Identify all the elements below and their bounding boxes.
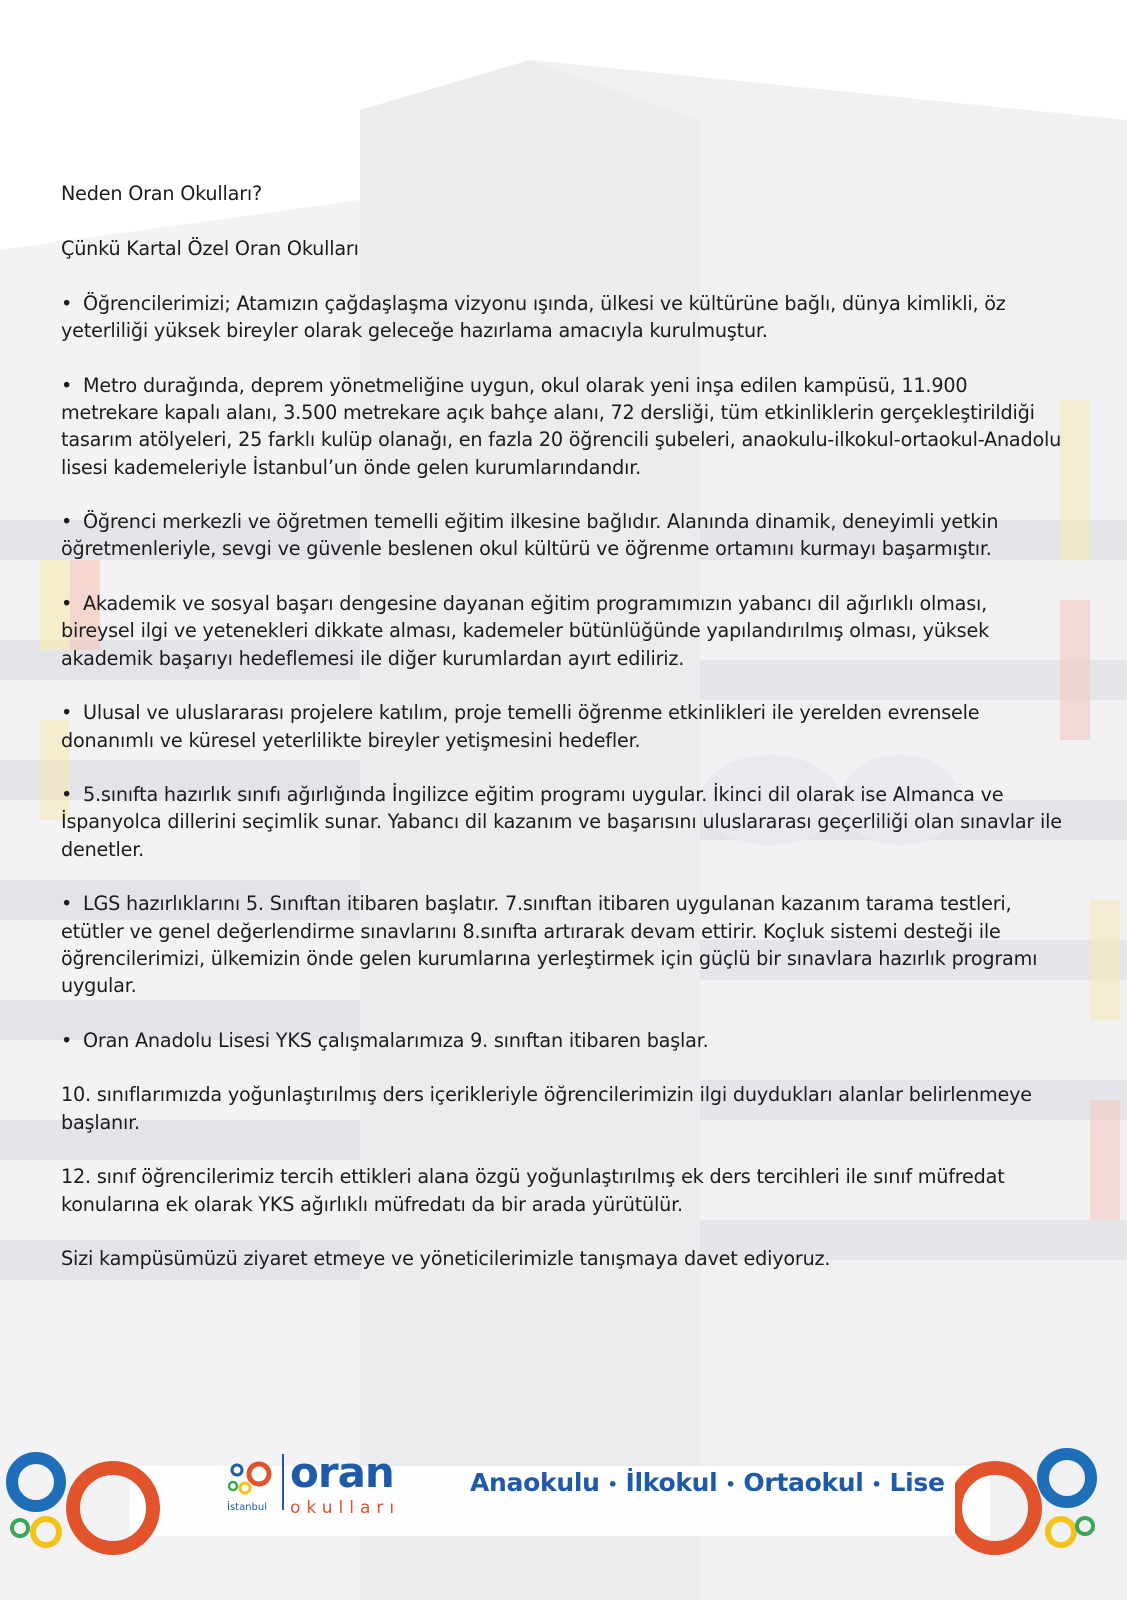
list-item — [61, 699, 1066, 754]
list-item-text: Ulusal ve uluslararası projelere katılım, proje temelli öğrenme etkinlikleri ile yerelden evrensele donanımlı ve küresel yeterlilikte bireyler yetişmesini hedefler. — [61, 701, 980, 752]
bullet-icon: • — [61, 291, 73, 315]
bullet-icon: • — [61, 701, 73, 725]
list-item — [61, 290, 1066, 345]
list-item-text: Öğrencilerimizi; Atamızın çağdaşlaşma vizyonu ışında, ülkesi ve kültürüne bağlı, dünya kimlikli, öz yeterliliği yüksek bireyler olarak geleceğe hazırlama amacıyla kurulmuştur. — [61, 291, 1006, 343]
logo-wordmark: oran — [290, 1448, 394, 1497]
list-item — [61, 372, 1066, 481]
list-item-text: 5.sınıfta hazırlık sınıfı ağırlığında İngilizce eğitim programı uygular. İkinci dil olarak ise Almanca ve İspanyolca dillerini seçimlik sunar. Yabancı dil kazanım ve başarısını uluslararası geçerliliği olan sınavlar ile denetler. — [61, 783, 1062, 861]
footer-banner — [0, 1440, 1127, 1600]
paragraph: Sizi kampüsümüzü ziyaret etmeye ve yöneticilerimizle tanışmaya davet ediyoruz. — [61, 1247, 831, 1271]
logo-subtitle: okulları — [290, 1498, 401, 1518]
list-item-text: Öğrenci merkezli ve öğretmen temelli eğitim ilkesine bağlıdır. Alanında dinamik, deneyimli yetkin öğretmenleriyle, sevgi ve güvenle beslenen okul kültürü ve öğrenme ortamını kurmayı başarmıştır. — [61, 510, 999, 561]
level-ortaokul: Ortaokul — [743, 1468, 864, 1497]
bullet-icon: • — [61, 373, 73, 397]
list-item — [61, 781, 1066, 863]
document-subtitle: Çünkü Kartal Özel Oran Okulları — [61, 236, 359, 260]
school-levels — [470, 1468, 945, 1497]
list-item-text: Oran Anadolu Lisesi YKS çalışmalarımıza 9. sınıftan itibaren başlar. — [83, 1028, 709, 1052]
list-item-text: Akademik ve sosyal başarı dengesine dayanan eğitim programımızın yabancı dil ağırlıklı olması, bireysel ilgi ve yetenekleri dikkate alması, kademeler bütünlüğünde yapılandırılmış olması, yüksek akademik başarıyı hedeflemesi ile diğer kurumlardan ayırt ediliriz. — [61, 592, 989, 670]
bullet-icon: • — [61, 783, 73, 807]
list-item — [61, 508, 1066, 563]
bullet-icon: • — [61, 510, 73, 534]
bullet-icon: • — [61, 1028, 73, 1052]
list-item-text: LGS hazırlıklarını 5. Sınıftan itibaren başlatır. 7.sınıftan itibaren uygulanan kazanım tarama testleri, etütler ve genel değerlendirme sınavlarını 8.sınıfta artırarak devam ettirir. Koçluk sistemi desteği ile öğrencilerimizi, ülkemizin önde gelen kurumlarına yerleştirmek için güçlü bir sınavlara hazırlık programı uygular. — [61, 892, 1038, 998]
bullet-icon: • — [61, 892, 73, 916]
decorative-rings-left-icon — [0, 1440, 170, 1600]
paragraph: 10. sınıflarımızda yoğunlaştırılmış ders içerikleriyle öğrencilerimizin ilgi duydukları alanlar belirlenmeye başlanır. — [61, 1083, 1032, 1134]
logo-divider — [282, 1454, 284, 1510]
list-item-text: Metro durağında, deprem yönetmeliğine uygun, okul olarak yeni inşa edilen kampüsü, 11.900 metrekare kapalı alanı, 3.500 metrekare açık bahçe alanı, 72 dersliği, tüm etkinliklerin gerçekleştirildiği tasarım atölyeleri, 25 farklı kulüp olanağı, en fazla 20 öğrencili şubeleri, anaokulu-ilkokul-ortaokul-Anadolu lisesi kademeleriyle İstanbul’un önde gelen kurumlarındandır. — [61, 373, 1062, 479]
level-ilkokul: İlkokul — [625, 1468, 718, 1497]
list-item — [61, 890, 1066, 999]
level-lise: Lise — [889, 1468, 945, 1497]
separator-dot-icon: • — [871, 1474, 882, 1494]
list-item — [61, 590, 1066, 672]
level-anaokulu: Anaokulu — [470, 1468, 600, 1497]
decorative-rings-right-icon — [955, 1440, 1127, 1600]
separator-dot-icon: • — [725, 1474, 736, 1494]
logo-city: İstanbul — [227, 1502, 268, 1513]
bullet-icon: • — [61, 592, 73, 616]
separator-dot-icon: • — [607, 1474, 618, 1494]
document-body — [61, 180, 1066, 1300]
document-title: Neden Oran Okulları? — [61, 182, 263, 205]
list-item — [61, 1027, 1066, 1054]
paragraph: 12. sınıf öğrencilerimiz tercih ettikleri alana özgü yoğunlaştırılmış ek ders tercihleri ile sınıf müfredat konularına ek olarak YKS ağırlıklı müfredatı da bir arada yürütülür. — [61, 1165, 1005, 1216]
